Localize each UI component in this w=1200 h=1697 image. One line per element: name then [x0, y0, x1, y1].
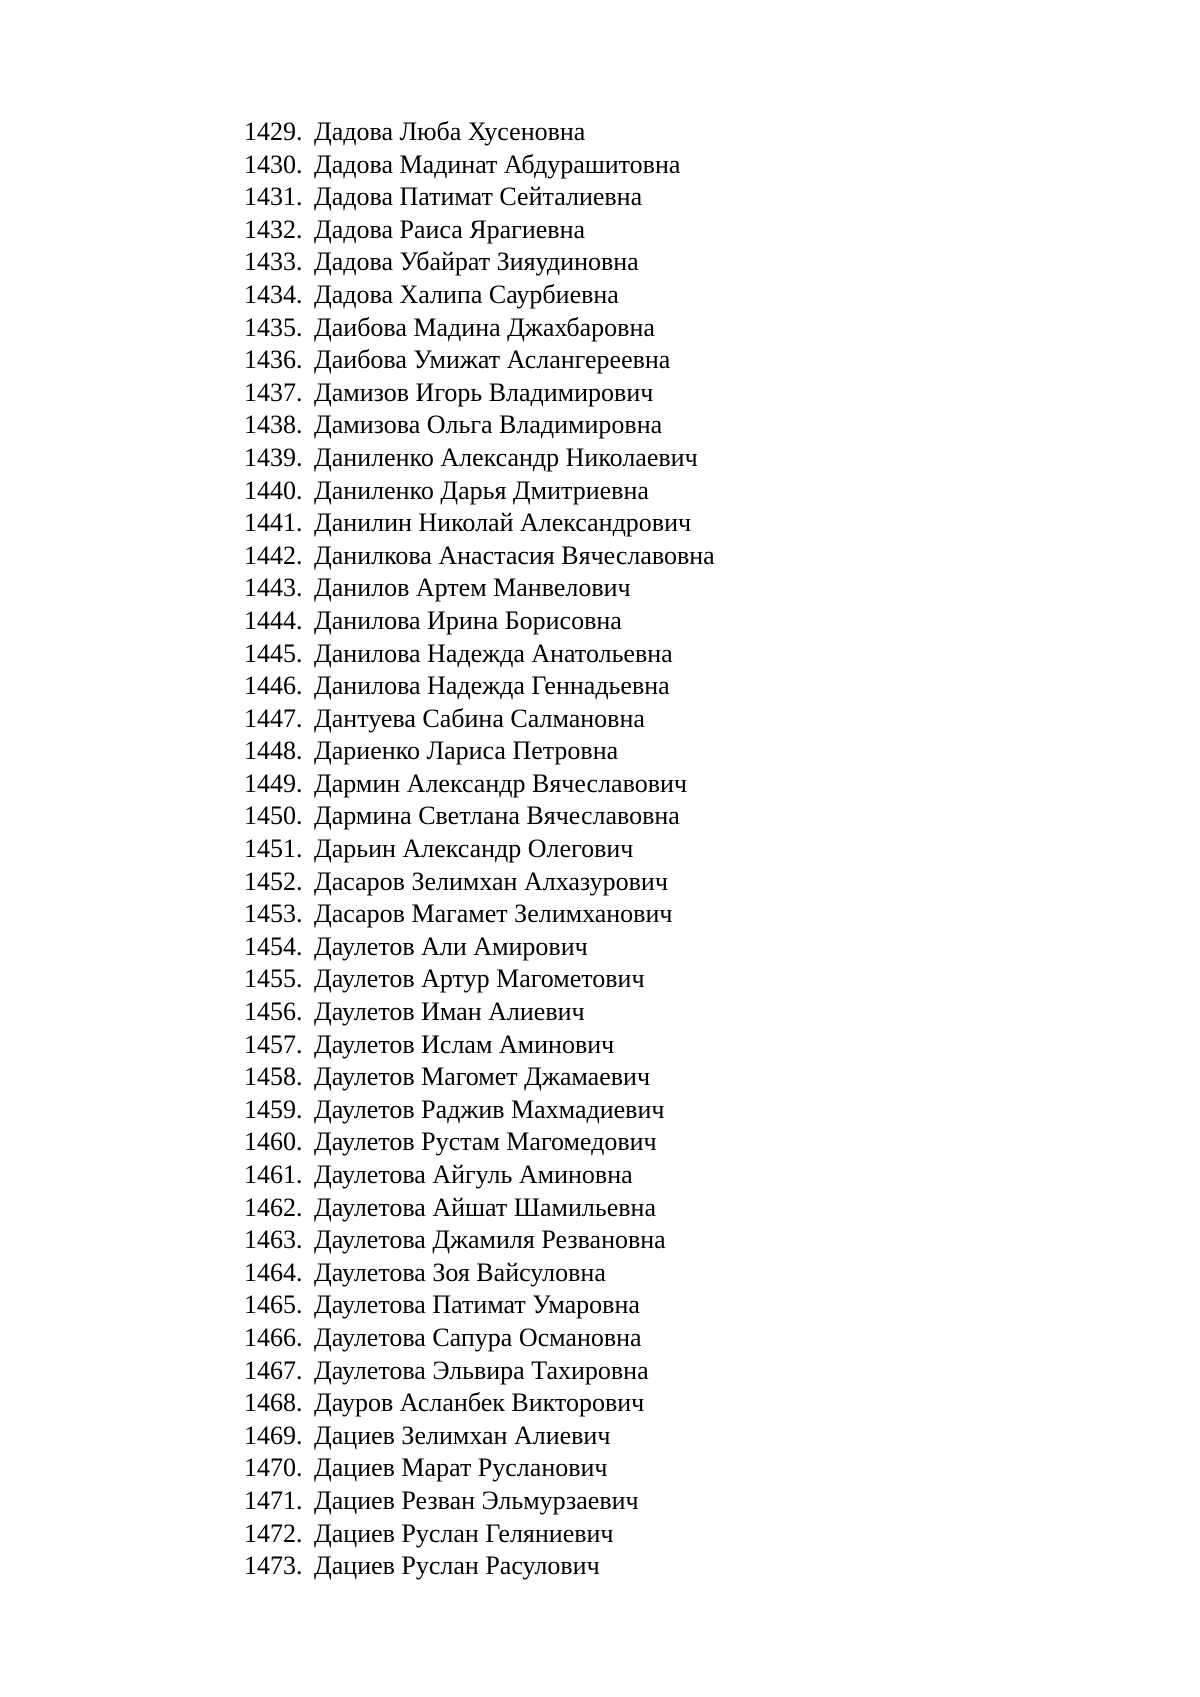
entry-name: Даулетова Айшат Шамильевна — [314, 1192, 656, 1222]
entry-number: 1449. — [244, 768, 303, 798]
entry-number: 1440. — [244, 475, 303, 505]
entry-number: 1442. — [244, 540, 303, 570]
list-item — [244, 475, 715, 508]
entry-name: Даулетова Эльвира Тахировна — [314, 1355, 649, 1385]
list-item — [244, 866, 715, 899]
entry-number: 1470. — [244, 1453, 303, 1483]
entry-number: 1473. — [244, 1551, 303, 1581]
list-item — [244, 1029, 715, 1062]
entry-number: 1467. — [244, 1355, 303, 1385]
entry-name: Даибова Мадина Джахбаровна — [314, 312, 655, 342]
entry-number: 1434. — [244, 279, 303, 309]
entry-name: Дамизов Игорь Владимирович — [314, 377, 654, 407]
list-item — [244, 377, 715, 410]
entry-name: Дармина Светлана Вячеславовна — [314, 801, 680, 831]
list-item — [244, 279, 715, 312]
entry-name: Даулетов Рустам Магомедович — [314, 1127, 657, 1157]
list-item — [244, 181, 715, 214]
entry-name: Даибова Умижат Аслангереевна — [314, 345, 671, 375]
entry-number: 1452. — [244, 866, 303, 896]
entry-name: Дациев Резван Эльмурзаевич — [314, 1485, 639, 1515]
entry-number: 1456. — [244, 997, 303, 1027]
entry-name: Дадова Халипа Саурбиевна — [314, 279, 619, 309]
entry-name: Даулетова Сапура Османовна — [314, 1322, 642, 1352]
entry-number: 1441. — [244, 508, 303, 538]
entry-number: 1455. — [244, 964, 303, 994]
entry-name: Дамизова Ольга Владимировна — [314, 410, 663, 440]
entry-name: Даулетов Раджив Махмадиевич — [314, 1094, 665, 1124]
entry-name: Даулетова Патимат Умаровна — [314, 1290, 640, 1320]
list-item — [244, 1420, 715, 1453]
entry-name: Даулетова Джамиля Резвановна — [314, 1225, 666, 1255]
entry-name: Даниленко Дарья Дмитриевна — [314, 475, 649, 505]
entry-number: 1439. — [244, 442, 303, 472]
list-item — [244, 703, 715, 736]
entry-number: 1465. — [244, 1290, 303, 1320]
entry-number: 1447. — [244, 703, 303, 733]
entry-name: Даулетов Иман Алиевич — [314, 997, 585, 1027]
entry-number: 1460. — [244, 1127, 303, 1157]
entry-name: Дариенко Лариса Петровна — [314, 736, 619, 766]
list-item — [244, 1452, 715, 1485]
entry-number: 1466. — [244, 1322, 303, 1352]
entry-number: 1451. — [244, 834, 303, 864]
list-item — [244, 1355, 715, 1388]
entry-number: 1432. — [244, 214, 303, 244]
list-item — [244, 735, 715, 768]
entry-name: Данилов Артем Манвелович — [314, 573, 631, 603]
list-item — [244, 442, 715, 475]
entry-name: Дациев Зелимхан Алиевич — [314, 1420, 611, 1450]
entry-name: Дадова Убайрат Зияудиновна — [314, 247, 639, 277]
entry-number: 1445. — [244, 638, 303, 668]
entry-number: 1453. — [244, 899, 303, 929]
entry-name: Дадова Патимат Сейталиевна — [314, 182, 643, 212]
entry-number: 1459. — [244, 1094, 303, 1124]
entry-number: 1431. — [244, 182, 303, 212]
entry-name: Даулетов Артур Магометович — [314, 964, 645, 994]
entry-number: 1430. — [244, 149, 303, 179]
entry-number: 1433. — [244, 247, 303, 277]
entry-name: Данилин Николай Александрович — [314, 508, 692, 538]
entry-name: Дациев Руслан Геляниевич — [314, 1518, 614, 1548]
entry-name: Данилова Надежда Анатольевна — [314, 638, 673, 668]
list-item — [244, 1387, 715, 1420]
list-item — [244, 1126, 715, 1159]
list-item — [244, 1159, 715, 1192]
list-item — [244, 638, 715, 671]
list-item — [244, 1550, 715, 1583]
entry-number: 1468. — [244, 1388, 303, 1418]
entry-number: 1436. — [244, 345, 303, 375]
entry-name: Дармин Александр Вячеславович — [314, 768, 687, 798]
list-item — [244, 963, 715, 996]
list-item — [244, 344, 715, 377]
entry-name: Даулетов Али Амирович — [314, 931, 588, 961]
list-item — [244, 1485, 715, 1518]
list-item — [244, 1224, 715, 1257]
entry-number: 1463. — [244, 1225, 303, 1255]
entry-name: Даулетов Ислам Аминович — [314, 1029, 615, 1059]
list-item — [244, 214, 715, 247]
entry-name: Дациев Руслан Расулович — [314, 1551, 600, 1581]
list-item — [244, 1192, 715, 1225]
entry-name: Дарьин Александр Олегович — [314, 834, 634, 864]
entry-number: 1457. — [244, 1029, 303, 1059]
entry-name: Даулетова Айгуль Аминовна — [314, 1160, 633, 1189]
entry-number: 1472. — [244, 1518, 303, 1548]
entry-number: 1469. — [244, 1420, 303, 1450]
list-item — [244, 996, 715, 1029]
entry-number: 1462. — [244, 1192, 303, 1222]
list-item — [244, 605, 715, 638]
entry-name: Даулетов Магомет Джамаевич — [314, 1062, 651, 1092]
list-item — [244, 312, 715, 345]
list-item — [244, 1257, 715, 1290]
list-item — [244, 507, 715, 540]
list-item — [244, 1322, 715, 1355]
entry-number: 1438. — [244, 410, 303, 440]
list-item — [244, 1094, 715, 1127]
entry-number: 1444. — [244, 605, 303, 635]
entry-name: Данилкова Анастасия Вячеславовна — [314, 540, 715, 570]
entry-number: 1443. — [244, 573, 303, 603]
list-item — [244, 833, 715, 866]
list-item — [244, 116, 715, 149]
entry-name: Дасаров Магамет Зелимханович — [314, 899, 673, 929]
entry-name: Дасаров Зелимхан Алхазурович — [314, 866, 668, 896]
entry-name: Даулетова Зоя Вайсуловна — [314, 1257, 606, 1287]
list-item — [244, 1289, 715, 1322]
list-item — [244, 800, 715, 833]
entry-number: 1471. — [244, 1485, 303, 1515]
entry-name: Данилова Ирина Борисовна — [314, 605, 622, 635]
list-item — [244, 898, 715, 931]
list-item — [244, 670, 715, 703]
entry-number: 1437. — [244, 377, 303, 407]
entry-number: 1448. — [244, 736, 303, 766]
entry-name: Дадова Раиса Ярагиевна — [314, 214, 586, 244]
entry-number: 1464. — [244, 1257, 303, 1287]
list-item — [244, 149, 715, 182]
entry-number: 1446. — [244, 671, 303, 701]
entry-number: 1454. — [244, 931, 303, 961]
list-item — [244, 572, 715, 605]
entry-number: 1458. — [244, 1062, 303, 1092]
list-item — [244, 1061, 715, 1094]
entry-number: 1450. — [244, 801, 303, 831]
list-item — [244, 246, 715, 279]
entry-name: Дантуева Сабина Салмановна — [314, 703, 645, 733]
entry-name: Дадова Люба Хусеновна — [314, 117, 586, 146]
entry-number: 1435. — [244, 312, 303, 342]
list-item — [244, 409, 715, 442]
entry-name: Дадова Мадинат Абдурашитовна — [314, 149, 681, 179]
entry-name: Дациев Марат Русланович — [314, 1453, 608, 1483]
list-item — [244, 931, 715, 964]
name-list — [244, 116, 715, 1583]
entry-name: Дауров Асланбек Викторович — [314, 1388, 645, 1418]
entry-name: Даниленко Александр Николаевич — [314, 442, 698, 472]
entry-name: Данилова Надежда Геннадьевна — [314, 671, 670, 701]
list-item — [244, 768, 715, 801]
list-item — [244, 540, 715, 573]
entry-number: 1429. — [244, 117, 303, 146]
entry-number: 1461. — [244, 1160, 303, 1189]
list-item — [244, 1518, 715, 1551]
